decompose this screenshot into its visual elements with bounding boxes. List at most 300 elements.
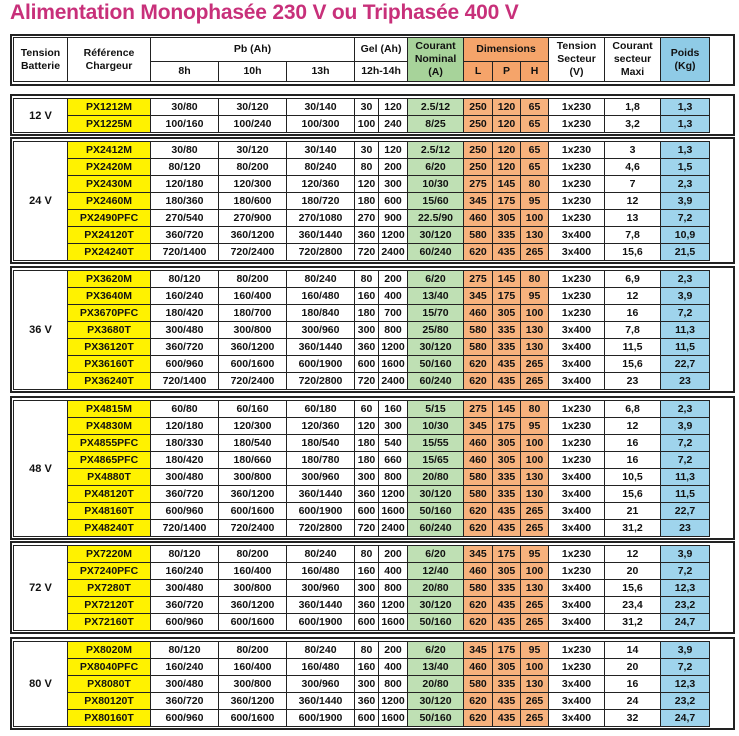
dim-h-cell: 95 xyxy=(521,418,549,435)
gel-b-cell: 1600 xyxy=(379,356,408,373)
pb-10h-cell: 360/1200 xyxy=(219,597,287,614)
table-row xyxy=(14,710,710,727)
dim-h-cell: 265 xyxy=(521,356,549,373)
courant-cell: 10/30 xyxy=(408,176,464,193)
tension-cell: 48 V xyxy=(14,401,68,537)
poids-cell: 3,9 xyxy=(661,546,710,563)
reference-cell: PX72120T xyxy=(68,597,151,614)
table-row xyxy=(14,271,710,288)
table-row xyxy=(14,452,710,469)
courant-cell: 50/160 xyxy=(408,356,464,373)
dim-p-cell: 120 xyxy=(493,99,521,116)
maxi-cell: 7,8 xyxy=(605,227,661,244)
gel-b-cell: 600 xyxy=(379,193,408,210)
reference-cell: PX48240T xyxy=(68,520,151,537)
dim-h-cell: 130 xyxy=(521,322,549,339)
courant-cell: 25/80 xyxy=(408,322,464,339)
group-table xyxy=(13,270,710,390)
gel-a-cell: 120 xyxy=(355,418,379,435)
pb-10h-cell: 360/1200 xyxy=(219,227,287,244)
gel-a-cell: 180 xyxy=(355,193,379,210)
dim-l-cell: 620 xyxy=(464,373,493,390)
pb-13h-cell: 180/720 xyxy=(287,193,355,210)
courant-cell: 6/20 xyxy=(408,159,464,176)
poids-cell: 24,7 xyxy=(661,710,710,727)
header-gel-sub: 12h-14h xyxy=(355,62,408,82)
poids-cell: 23 xyxy=(661,520,710,537)
dim-h-cell: 265 xyxy=(521,710,549,727)
maxi-cell: 21 xyxy=(605,503,661,520)
dim-p-cell: 335 xyxy=(493,227,521,244)
pb-13h-cell: 160/480 xyxy=(287,563,355,580)
dim-l-cell: 250 xyxy=(464,116,493,133)
secteur-cell: 3x400 xyxy=(549,356,605,373)
courant-cell: 2.5/12 xyxy=(408,142,464,159)
dim-p-cell: 335 xyxy=(493,580,521,597)
table-row xyxy=(14,503,710,520)
dim-p-cell: 335 xyxy=(493,469,521,486)
maxi-cell: 15,6 xyxy=(605,356,661,373)
secteur-cell: 3x400 xyxy=(549,227,605,244)
pb-8h-cell: 80/120 xyxy=(151,642,219,659)
reference-cell: PX72160T xyxy=(68,614,151,631)
secteur-cell: 1x230 xyxy=(549,288,605,305)
dim-l-cell: 275 xyxy=(464,176,493,193)
dim-p-cell: 305 xyxy=(493,452,521,469)
maxi-cell: 31,2 xyxy=(605,614,661,631)
maxi-cell: 12 xyxy=(605,546,661,563)
gel-a-cell: 80 xyxy=(355,546,379,563)
pb-10h-cell: 160/400 xyxy=(219,563,287,580)
maxi-cell: 12 xyxy=(605,288,661,305)
dim-l-cell: 460 xyxy=(464,563,493,580)
gel-a-cell: 360 xyxy=(355,486,379,503)
pb-8h-cell: 180/420 xyxy=(151,452,219,469)
table-row xyxy=(14,614,710,631)
table-row xyxy=(14,676,710,693)
table-row xyxy=(14,116,710,133)
gel-b-cell: 160 xyxy=(379,401,408,418)
secteur-cell: 1x230 xyxy=(549,418,605,435)
tension-cell: 80 V xyxy=(14,642,68,727)
table-row xyxy=(14,597,710,614)
gel-b-cell: 1200 xyxy=(379,693,408,710)
courant-cell: 50/160 xyxy=(408,503,464,520)
dim-p-cell: 305 xyxy=(493,435,521,452)
pb-8h-cell: 300/480 xyxy=(151,580,219,597)
dim-p-cell: 145 xyxy=(493,401,521,418)
dim-l-cell: 620 xyxy=(464,614,493,631)
maxi-cell: 16 xyxy=(605,435,661,452)
gel-b-cell: 400 xyxy=(379,659,408,676)
maxi-cell: 10,5 xyxy=(605,469,661,486)
poids-cell: 12,3 xyxy=(661,580,710,597)
gel-a-cell: 100 xyxy=(355,116,379,133)
secteur-cell: 3x400 xyxy=(549,373,605,390)
dim-h-cell: 80 xyxy=(521,401,549,418)
gel-b-cell: 300 xyxy=(379,176,408,193)
reference-cell: PX80160T xyxy=(68,710,151,727)
gel-b-cell: 200 xyxy=(379,271,408,288)
dim-h-cell: 65 xyxy=(521,99,549,116)
poids-cell: 3,9 xyxy=(661,642,710,659)
courant-cell: 15/70 xyxy=(408,305,464,322)
maxi-cell: 6,8 xyxy=(605,401,661,418)
pb-8h-cell: 600/960 xyxy=(151,614,219,631)
reference-cell: PX3670PFC xyxy=(68,305,151,322)
poids-cell: 2,3 xyxy=(661,176,710,193)
courant-cell: 6/20 xyxy=(408,642,464,659)
maxi-cell: 4,6 xyxy=(605,159,661,176)
gel-a-cell: 720 xyxy=(355,520,379,537)
table-row xyxy=(14,642,710,659)
courant-cell: 22.5/90 xyxy=(408,210,464,227)
dim-p-cell: 305 xyxy=(493,305,521,322)
pb-10h-cell: 120/300 xyxy=(219,418,287,435)
dim-h-cell: 130 xyxy=(521,339,549,356)
dim-p-cell: 435 xyxy=(493,244,521,261)
table-row xyxy=(14,142,710,159)
pb-8h-cell: 360/720 xyxy=(151,227,219,244)
pb-10h-cell: 720/2400 xyxy=(219,373,287,390)
reference-cell: PX36240T xyxy=(68,373,151,390)
table-row xyxy=(14,373,710,390)
gel-b-cell: 800 xyxy=(379,469,408,486)
courant-cell: 10/30 xyxy=(408,418,464,435)
secteur-cell: 1x230 xyxy=(549,159,605,176)
pb-13h-cell: 80/240 xyxy=(287,271,355,288)
table-row xyxy=(14,322,710,339)
reference-cell: PX2412M xyxy=(68,142,151,159)
gel-a-cell: 600 xyxy=(355,710,379,727)
gel-a-cell: 80 xyxy=(355,271,379,288)
courant-cell: 15/65 xyxy=(408,452,464,469)
table-row xyxy=(14,176,710,193)
secteur-cell: 3x400 xyxy=(549,710,605,727)
maxi-cell: 1,8 xyxy=(605,99,661,116)
pb-8h-cell: 720/1400 xyxy=(151,520,219,537)
courant-cell: 15/60 xyxy=(408,193,464,210)
pb-8h-cell: 100/160 xyxy=(151,116,219,133)
header-pb-13h: 13h xyxy=(287,62,355,82)
dim-h-cell: 265 xyxy=(521,693,549,710)
secteur-cell: 1x230 xyxy=(549,193,605,210)
header-courant: Courant Nominal (A) xyxy=(408,38,464,82)
secteur-cell: 3x400 xyxy=(549,322,605,339)
gel-b-cell: 1200 xyxy=(379,227,408,244)
pb-13h-cell: 300/960 xyxy=(287,580,355,597)
pb-10h-cell: 80/200 xyxy=(219,642,287,659)
gel-b-cell: 120 xyxy=(379,99,408,116)
pb-10h-cell: 180/700 xyxy=(219,305,287,322)
dim-h-cell: 95 xyxy=(521,288,549,305)
pb-13h-cell: 160/480 xyxy=(287,288,355,305)
dim-h-cell: 265 xyxy=(521,597,549,614)
pb-8h-cell: 600/960 xyxy=(151,503,219,520)
maxi-cell: 12 xyxy=(605,193,661,210)
dim-p-cell: 305 xyxy=(493,210,521,227)
header-pb-8h: 8h xyxy=(151,62,219,82)
tension-cell: 36 V xyxy=(14,271,68,390)
pb-13h-cell: 600/1900 xyxy=(287,356,355,373)
dim-p-cell: 435 xyxy=(493,693,521,710)
poids-cell: 23,2 xyxy=(661,597,710,614)
dim-l-cell: 620 xyxy=(464,503,493,520)
gel-a-cell: 360 xyxy=(355,227,379,244)
reference-cell: PX4865PFC xyxy=(68,452,151,469)
pb-8h-cell: 160/240 xyxy=(151,288,219,305)
secteur-cell: 3x400 xyxy=(549,597,605,614)
maxi-cell: 13 xyxy=(605,210,661,227)
header-pb: Pb (Ah) xyxy=(151,38,355,62)
header-dim-p: P xyxy=(493,62,521,82)
header-maxi: Courant secteur Maxi xyxy=(605,38,661,82)
courant-cell: 6/20 xyxy=(408,271,464,288)
gel-b-cell: 700 xyxy=(379,305,408,322)
maxi-cell: 3 xyxy=(605,142,661,159)
gel-b-cell: 400 xyxy=(379,563,408,580)
poids-cell: 11,5 xyxy=(661,339,710,356)
courant-cell: 2.5/12 xyxy=(408,99,464,116)
poids-cell: 7,2 xyxy=(661,305,710,322)
pb-8h-cell: 270/540 xyxy=(151,210,219,227)
poids-cell: 12,3 xyxy=(661,676,710,693)
reference-cell: PX7240PFC xyxy=(68,563,151,580)
pb-13h-cell: 720/2800 xyxy=(287,244,355,261)
secteur-cell: 1x230 xyxy=(549,401,605,418)
dim-h-cell: 65 xyxy=(521,142,549,159)
dim-l-cell: 620 xyxy=(464,693,493,710)
gel-a-cell: 720 xyxy=(355,373,379,390)
maxi-cell: 24 xyxy=(605,693,661,710)
dim-p-cell: 435 xyxy=(493,614,521,631)
table-row xyxy=(14,659,710,676)
secteur-cell: 1x230 xyxy=(549,563,605,580)
pb-8h-cell: 180/360 xyxy=(151,193,219,210)
header-dimensions: Dimensions xyxy=(464,38,549,62)
dim-h-cell: 100 xyxy=(521,210,549,227)
poids-cell: 1,3 xyxy=(661,142,710,159)
dim-l-cell: 345 xyxy=(464,642,493,659)
dim-p-cell: 145 xyxy=(493,271,521,288)
reference-cell: PX4880T xyxy=(68,469,151,486)
reference-cell: PX48120T xyxy=(68,486,151,503)
reference-cell: PX2490PFC xyxy=(68,210,151,227)
table-row xyxy=(14,356,710,373)
reference-cell: PX3620M xyxy=(68,271,151,288)
pb-10h-cell: 100/240 xyxy=(219,116,287,133)
poids-cell: 3,9 xyxy=(661,418,710,435)
group-table xyxy=(13,141,710,261)
dim-p-cell: 145 xyxy=(493,176,521,193)
gel-a-cell: 600 xyxy=(355,503,379,520)
reference-cell: PX3640M xyxy=(68,288,151,305)
pb-13h-cell: 80/240 xyxy=(287,159,355,176)
dim-l-cell: 460 xyxy=(464,659,493,676)
poids-cell: 21,5 xyxy=(661,244,710,261)
pb-8h-cell: 120/180 xyxy=(151,418,219,435)
gel-b-cell: 300 xyxy=(379,418,408,435)
gel-a-cell: 600 xyxy=(355,356,379,373)
dim-l-cell: 250 xyxy=(464,159,493,176)
table-row xyxy=(14,563,710,580)
dim-h-cell: 95 xyxy=(521,193,549,210)
dim-h-cell: 65 xyxy=(521,159,549,176)
poids-cell: 23,2 xyxy=(661,693,710,710)
table-row xyxy=(14,210,710,227)
gel-b-cell: 240 xyxy=(379,116,408,133)
gel-b-cell: 2400 xyxy=(379,520,408,537)
pb-8h-cell: 300/480 xyxy=(151,469,219,486)
pb-13h-cell: 360/1440 xyxy=(287,227,355,244)
pb-13h-cell: 720/2800 xyxy=(287,520,355,537)
table-row xyxy=(14,469,710,486)
header-gel: Gel (Ah) xyxy=(355,38,408,62)
reference-cell: PX1212M xyxy=(68,99,151,116)
gel-a-cell: 300 xyxy=(355,580,379,597)
maxi-cell: 7 xyxy=(605,176,661,193)
tension-cell: 12 V xyxy=(14,99,68,133)
secteur-cell: 3x400 xyxy=(549,520,605,537)
dim-h-cell: 80 xyxy=(521,271,549,288)
header-secteur: Tension Secteur (V) xyxy=(549,38,605,82)
gel-a-cell: 360 xyxy=(355,339,379,356)
pb-10h-cell: 270/900 xyxy=(219,210,287,227)
dim-p-cell: 435 xyxy=(493,597,521,614)
gel-a-cell: 180 xyxy=(355,452,379,469)
table-row xyxy=(14,193,710,210)
table-row xyxy=(14,244,710,261)
dim-h-cell: 100 xyxy=(521,435,549,452)
gel-b-cell: 1200 xyxy=(379,339,408,356)
secteur-cell: 3x400 xyxy=(549,244,605,261)
poids-cell: 24,7 xyxy=(661,614,710,631)
pb-10h-cell: 600/1600 xyxy=(219,614,287,631)
gel-b-cell: 1600 xyxy=(379,503,408,520)
header-dim-l: L xyxy=(464,62,493,82)
pb-8h-cell: 300/480 xyxy=(151,322,219,339)
pb-10h-cell: 80/200 xyxy=(219,159,287,176)
pb-13h-cell: 300/960 xyxy=(287,469,355,486)
gel-a-cell: 60 xyxy=(355,401,379,418)
reference-cell: PX3680T xyxy=(68,322,151,339)
courant-cell: 30/120 xyxy=(408,693,464,710)
pb-10h-cell: 300/800 xyxy=(219,580,287,597)
poids-cell: 2,3 xyxy=(661,401,710,418)
gel-b-cell: 660 xyxy=(379,452,408,469)
dim-l-cell: 345 xyxy=(464,418,493,435)
table-row xyxy=(14,159,710,176)
pb-8h-cell: 720/1400 xyxy=(151,244,219,261)
pb-8h-cell: 180/330 xyxy=(151,435,219,452)
pb-10h-cell: 360/1200 xyxy=(219,693,287,710)
poids-cell: 2,3 xyxy=(661,271,710,288)
pb-13h-cell: 120/360 xyxy=(287,418,355,435)
dim-h-cell: 130 xyxy=(521,486,549,503)
courant-cell: 50/160 xyxy=(408,710,464,727)
dim-h-cell: 130 xyxy=(521,469,549,486)
poids-cell: 1,3 xyxy=(661,99,710,116)
poids-cell: 10,9 xyxy=(661,227,710,244)
poids-cell: 7,2 xyxy=(661,435,710,452)
gel-b-cell: 200 xyxy=(379,546,408,563)
reference-cell: PX2420M xyxy=(68,159,151,176)
gel-b-cell: 2400 xyxy=(379,244,408,261)
pb-8h-cell: 360/720 xyxy=(151,486,219,503)
gel-b-cell: 200 xyxy=(379,642,408,659)
courant-cell: 30/120 xyxy=(408,339,464,356)
pb-8h-cell: 360/720 xyxy=(151,693,219,710)
courant-cell: 12/40 xyxy=(408,563,464,580)
pb-10h-cell: 30/120 xyxy=(219,99,287,116)
secteur-cell: 1x230 xyxy=(549,642,605,659)
dim-p-cell: 175 xyxy=(493,546,521,563)
maxi-cell: 23 xyxy=(605,373,661,390)
poids-cell: 22,7 xyxy=(661,503,710,520)
courant-cell: 60/240 xyxy=(408,520,464,537)
dim-p-cell: 175 xyxy=(493,642,521,659)
poids-cell: 11,3 xyxy=(661,322,710,339)
dim-l-cell: 620 xyxy=(464,597,493,614)
dim-l-cell: 580 xyxy=(464,322,493,339)
reference-cell: PX8080T xyxy=(68,676,151,693)
dim-p-cell: 435 xyxy=(493,373,521,390)
dim-l-cell: 275 xyxy=(464,271,493,288)
group-table xyxy=(13,98,710,133)
dim-h-cell: 100 xyxy=(521,659,549,676)
dim-h-cell: 100 xyxy=(521,452,549,469)
dim-l-cell: 620 xyxy=(464,520,493,537)
pb-10h-cell: 80/200 xyxy=(219,271,287,288)
poids-cell: 7,2 xyxy=(661,452,710,469)
dim-l-cell: 580 xyxy=(464,469,493,486)
pb-13h-cell: 360/1440 xyxy=(287,693,355,710)
pb-13h-cell: 30/140 xyxy=(287,99,355,116)
pb-8h-cell: 300/480 xyxy=(151,676,219,693)
dim-l-cell: 580 xyxy=(464,580,493,597)
pb-13h-cell: 600/1900 xyxy=(287,503,355,520)
table-row xyxy=(14,401,710,418)
pb-13h-cell: 60/180 xyxy=(287,401,355,418)
pb-10h-cell: 720/2400 xyxy=(219,244,287,261)
gel-a-cell: 80 xyxy=(355,642,379,659)
courant-cell: 20/80 xyxy=(408,676,464,693)
header-dim-h: H xyxy=(521,62,549,82)
dim-l-cell: 620 xyxy=(464,710,493,727)
courant-cell: 13/40 xyxy=(408,288,464,305)
gel-b-cell: 800 xyxy=(379,322,408,339)
pb-13h-cell: 720/2800 xyxy=(287,373,355,390)
dim-h-cell: 265 xyxy=(521,503,549,520)
courant-cell: 8/25 xyxy=(408,116,464,133)
pb-10h-cell: 300/800 xyxy=(219,676,287,693)
table-row xyxy=(14,227,710,244)
table-row xyxy=(14,486,710,503)
pb-10h-cell: 300/800 xyxy=(219,469,287,486)
pb-13h-cell: 80/240 xyxy=(287,642,355,659)
courant-cell: 50/160 xyxy=(408,614,464,631)
poids-cell: 7,2 xyxy=(661,210,710,227)
dim-p-cell: 335 xyxy=(493,486,521,503)
pb-8h-cell: 30/80 xyxy=(151,142,219,159)
gel-b-cell: 1600 xyxy=(379,710,408,727)
pb-10h-cell: 600/1600 xyxy=(219,710,287,727)
pb-13h-cell: 180/840 xyxy=(287,305,355,322)
group-table xyxy=(13,400,710,537)
pb-10h-cell: 180/600 xyxy=(219,193,287,210)
maxi-cell: 6,9 xyxy=(605,271,661,288)
poids-cell: 3,9 xyxy=(661,288,710,305)
